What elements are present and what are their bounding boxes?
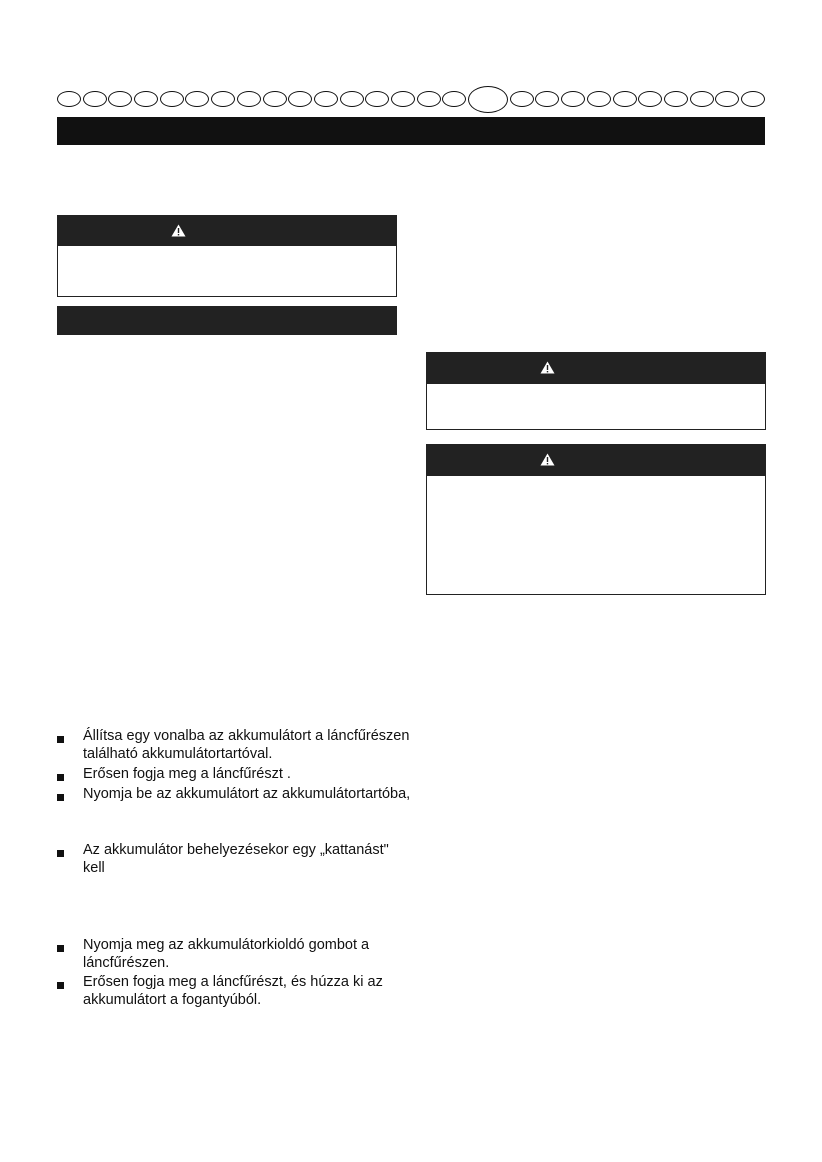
language-indicator <box>263 91 287 107</box>
warning-box-header <box>427 445 765 476</box>
language-indicator <box>561 91 585 107</box>
language-indicator-row <box>57 86 765 114</box>
language-indicator <box>613 91 637 107</box>
language-indicator <box>185 91 209 107</box>
language-indicator <box>108 91 132 107</box>
language-indicator <box>535 91 559 107</box>
language-indicator <box>83 91 107 107</box>
language-indicator <box>417 91 441 107</box>
language-indicator <box>587 91 611 107</box>
warning-box-header <box>58 216 396 246</box>
warning-box-header <box>427 353 765 384</box>
bullet-icon <box>57 794 64 801</box>
language-indicator <box>391 91 415 107</box>
language-indicator <box>288 91 312 107</box>
language-indicator <box>510 91 534 107</box>
language-indicator <box>741 91 765 107</box>
warning-triangle-icon <box>540 361 555 374</box>
language-indicator <box>237 91 261 107</box>
language-indicator <box>160 91 184 107</box>
language-indicator <box>365 91 389 107</box>
warning-triangle-icon <box>540 453 555 466</box>
warning-box-left <box>57 215 397 297</box>
language-indicator <box>211 91 235 107</box>
language-indicator <box>442 91 466 107</box>
bullet-icon <box>57 945 64 952</box>
bullet-icon <box>57 736 64 743</box>
language-indicator <box>314 91 338 107</box>
language-indicator <box>340 91 364 107</box>
bullet-icon <box>57 982 64 989</box>
language-indicator <box>57 91 81 107</box>
section-title-bar <box>57 117 765 145</box>
bullet-icon <box>57 850 64 857</box>
language-indicator <box>638 91 662 107</box>
bullet-icon <box>57 774 64 781</box>
warning-box-right-1 <box>426 352 766 430</box>
language-indicator <box>690 91 714 107</box>
language-indicator <box>664 91 688 107</box>
language-indicator <box>715 91 739 107</box>
subsection-bar <box>57 306 397 335</box>
language-indicator <box>134 91 158 107</box>
warning-triangle-icon <box>171 224 186 237</box>
language-indicator-active <box>468 86 508 113</box>
warning-box-right-2 <box>426 444 766 595</box>
